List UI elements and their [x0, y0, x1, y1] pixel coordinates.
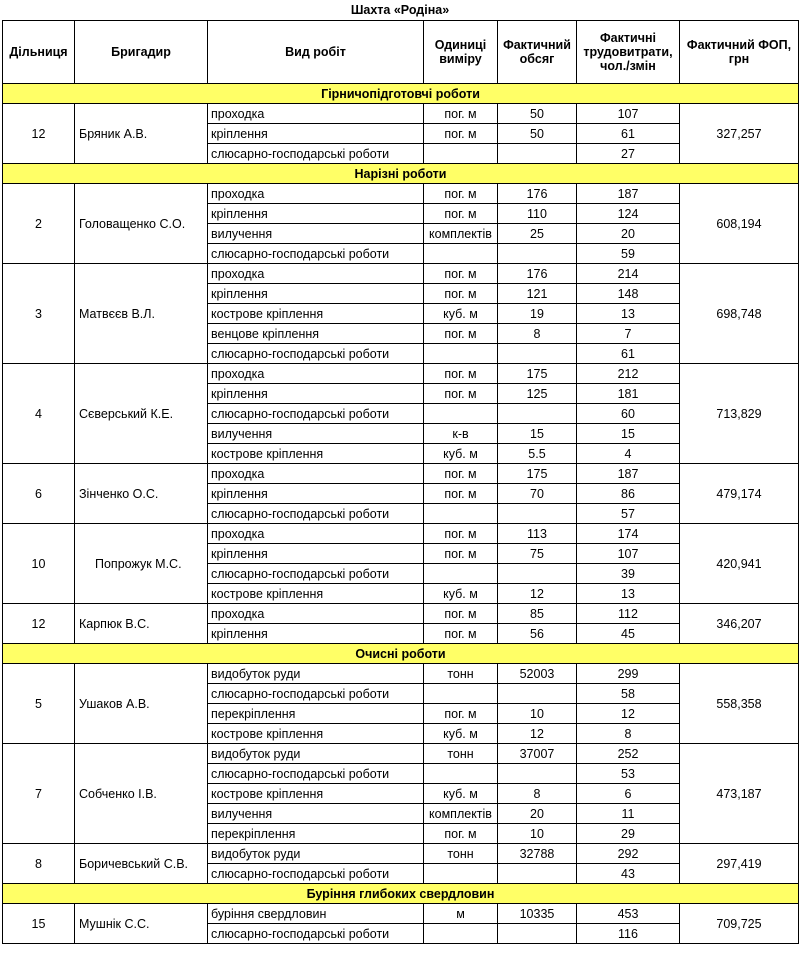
labor-cell: 27	[577, 144, 680, 164]
unit-cell: тонн	[424, 664, 498, 684]
volume-cell: 37007	[498, 744, 577, 764]
unit-cell: пог. м	[424, 184, 498, 204]
work-cell: перекріплення	[208, 824, 424, 844]
unit-cell: куб. м	[424, 444, 498, 464]
labor-cell: 12	[577, 704, 680, 724]
labor-cell: 4	[577, 444, 680, 464]
work-cell: кріплення	[208, 384, 424, 404]
volume-cell: 25	[498, 224, 577, 244]
labor-cell: 45	[577, 624, 680, 644]
site-cell: 10	[3, 524, 75, 604]
labor-cell: 11	[577, 804, 680, 824]
labor-cell: 187	[577, 184, 680, 204]
header-fop: Фактичний ФОП, грн	[680, 21, 799, 84]
table-body	[3, 84, 799, 944]
work-cell: кріплення	[208, 124, 424, 144]
unit-cell: м	[424, 904, 498, 924]
header-work: Вид робіт	[208, 21, 424, 84]
volume-cell: 121	[498, 284, 577, 304]
unit-cell: пог. м	[424, 104, 498, 124]
foreman-cell: Ушаков А.В.	[75, 664, 208, 744]
work-cell: проходка	[208, 264, 424, 284]
header-site: Дільниця	[3, 21, 75, 84]
work-cell: кострове кріплення	[208, 304, 424, 324]
volume-cell	[498, 924, 577, 944]
labor-cell: 174	[577, 524, 680, 544]
table-row	[3, 844, 799, 864]
labor-cell: 15	[577, 424, 680, 444]
volume-cell: 113	[498, 524, 577, 544]
work-cell: проходка	[208, 104, 424, 124]
unit-cell	[424, 864, 498, 884]
work-cell: видобуток руди	[208, 744, 424, 764]
unit-cell: тонн	[424, 744, 498, 764]
work-cell: кострове кріплення	[208, 444, 424, 464]
section-row	[3, 884, 799, 904]
header-row	[3, 21, 799, 84]
foreman-cell: Попрожук М.С.	[75, 524, 208, 604]
foreman-cell: Зінченко О.С.	[75, 464, 208, 524]
table-row	[3, 604, 799, 624]
unit-cell: куб. м	[424, 584, 498, 604]
unit-cell	[424, 344, 498, 364]
work-cell: кріплення	[208, 284, 424, 304]
volume-cell: 176	[498, 184, 577, 204]
foreman-cell: Боричевський С.В.	[75, 844, 208, 884]
volume-cell	[498, 144, 577, 164]
section-row	[3, 644, 799, 664]
unit-cell: пог. м	[424, 384, 498, 404]
foreman-cell: Матвєєв В.Л.	[75, 264, 208, 364]
volume-cell	[498, 404, 577, 424]
volume-cell	[498, 764, 577, 784]
labor-cell: 59	[577, 244, 680, 264]
unit-cell: пог. м	[424, 624, 498, 644]
labor-cell: 453	[577, 904, 680, 924]
unit-cell	[424, 244, 498, 264]
fop-cell: 608,194	[680, 184, 799, 264]
work-cell: вилучення	[208, 224, 424, 244]
work-cell: вилучення	[208, 804, 424, 824]
labor-cell: 214	[577, 264, 680, 284]
volume-cell: 20	[498, 804, 577, 824]
labor-cell: 58	[577, 684, 680, 704]
unit-cell: пог. м	[424, 204, 498, 224]
unit-cell: пог. м	[424, 284, 498, 304]
work-cell: слюсарно-господарські роботи	[208, 404, 424, 424]
labor-cell: 107	[577, 544, 680, 564]
site-cell: 15	[3, 904, 75, 944]
table-row	[3, 264, 799, 284]
header-labor: Фактичні трудовитрати, чол./змін	[577, 21, 680, 84]
table-row	[3, 364, 799, 384]
work-cell: слюсарно-господарські роботи	[208, 924, 424, 944]
work-cell: слюсарно-господарські роботи	[208, 144, 424, 164]
work-cell: кострове кріплення	[208, 784, 424, 804]
volume-cell: 176	[498, 264, 577, 284]
work-cell: проходка	[208, 184, 424, 204]
header-foreman: Бригадир	[75, 21, 208, 84]
work-cell: кріплення	[208, 624, 424, 644]
unit-cell	[424, 504, 498, 524]
work-cell: видобуток руди	[208, 664, 424, 684]
work-cell: кріплення	[208, 544, 424, 564]
table-row	[3, 744, 799, 764]
fop-cell: 473,187	[680, 744, 799, 844]
unit-cell	[424, 404, 498, 424]
labor-cell: 86	[577, 484, 680, 504]
volume-cell: 15	[498, 424, 577, 444]
labor-cell: 212	[577, 364, 680, 384]
labor-cell: 61	[577, 124, 680, 144]
labor-cell: 61	[577, 344, 680, 364]
volume-cell: 56	[498, 624, 577, 644]
site-cell: 4	[3, 364, 75, 464]
labor-cell: 20	[577, 224, 680, 244]
labor-cell: 112	[577, 604, 680, 624]
work-cell: проходка	[208, 524, 424, 544]
volume-cell: 5.5	[498, 444, 577, 464]
labor-cell: 299	[577, 664, 680, 684]
unit-cell: пог. м	[424, 524, 498, 544]
table-row	[3, 524, 799, 544]
work-cell: слюсарно-господарські роботи	[208, 244, 424, 264]
site-cell: 6	[3, 464, 75, 524]
header-volume: Фактичний обсяг	[498, 21, 577, 84]
unit-cell: комплектів	[424, 224, 498, 244]
unit-cell: пог. м	[424, 264, 498, 284]
labor-cell: 116	[577, 924, 680, 944]
fop-cell: 558,358	[680, 664, 799, 744]
work-cell: кострове кріплення	[208, 584, 424, 604]
work-cell: кострове кріплення	[208, 724, 424, 744]
section-title: Нарізні роботи	[3, 164, 799, 184]
section-row	[3, 164, 799, 184]
labor-cell: 43	[577, 864, 680, 884]
volume-cell: 12	[498, 724, 577, 744]
unit-cell: куб. м	[424, 724, 498, 744]
volume-cell	[498, 684, 577, 704]
volume-cell: 19	[498, 304, 577, 324]
work-cell: слюсарно-господарські роботи	[208, 764, 424, 784]
unit-cell: куб. м	[424, 304, 498, 324]
work-cell: слюсарно-господарські роботи	[208, 504, 424, 524]
volume-cell: 125	[498, 384, 577, 404]
work-cell: проходка	[208, 364, 424, 384]
table-row	[3, 104, 799, 124]
fop-cell: 327,257	[680, 104, 799, 164]
labor-cell: 148	[577, 284, 680, 304]
unit-cell	[424, 924, 498, 944]
page-title: Шахта «Родіна»	[350, 3, 450, 17]
fop-cell: 479,174	[680, 464, 799, 524]
foreman-cell: Мушнік С.С.	[75, 904, 208, 944]
labor-cell: 39	[577, 564, 680, 584]
volume-cell: 12	[498, 584, 577, 604]
labor-cell: 187	[577, 464, 680, 484]
fop-cell: 698,748	[680, 264, 799, 364]
work-cell: вилучення	[208, 424, 424, 444]
unit-cell: к-в	[424, 424, 498, 444]
labor-cell: 124	[577, 204, 680, 224]
work-cell: проходка	[208, 604, 424, 624]
site-cell: 5	[3, 664, 75, 744]
work-cell: слюсарно-господарські роботи	[208, 344, 424, 364]
volume-cell	[498, 504, 577, 524]
labor-cell: 53	[577, 764, 680, 784]
table-row	[3, 664, 799, 684]
work-cell: кріплення	[208, 484, 424, 504]
volume-cell: 10335	[498, 904, 577, 924]
volume-cell: 50	[498, 124, 577, 144]
unit-cell: пог. м	[424, 604, 498, 624]
table-row	[3, 184, 799, 204]
table-row	[3, 464, 799, 484]
work-cell: слюсарно-господарські роботи	[208, 564, 424, 584]
volume-cell: 52003	[498, 664, 577, 684]
work-cell: перекріплення	[208, 704, 424, 724]
volume-cell: 70	[498, 484, 577, 504]
volume-cell: 75	[498, 544, 577, 564]
fop-cell: 709,725	[680, 904, 799, 944]
unit-cell: куб. м	[424, 784, 498, 804]
section-title: Гірничопідготовчі роботи	[3, 84, 799, 104]
work-cell: проходка	[208, 464, 424, 484]
foreman-cell: Головащенко С.О.	[75, 184, 208, 264]
section-title: Буріння глибоких свердловин	[3, 884, 799, 904]
site-cell: 3	[3, 264, 75, 364]
fop-cell: 297,419	[680, 844, 799, 884]
unit-cell: пог. м	[424, 544, 498, 564]
volume-cell	[498, 344, 577, 364]
work-cell: кріплення	[208, 204, 424, 224]
volume-cell	[498, 564, 577, 584]
unit-cell: комплектів	[424, 804, 498, 824]
unit-cell: пог. м	[424, 464, 498, 484]
foreman-cell: Собченко І.В.	[75, 744, 208, 844]
volume-cell: 50	[498, 104, 577, 124]
unit-cell	[424, 764, 498, 784]
foreman-cell: Карпюк В.С.	[75, 604, 208, 644]
volume-cell: 8	[498, 324, 577, 344]
unit-cell	[424, 564, 498, 584]
site-cell: 7	[3, 744, 75, 844]
site-cell: 2	[3, 184, 75, 264]
work-cell: слюсарно-господарські роботи	[208, 684, 424, 704]
unit-cell: пог. м	[424, 704, 498, 724]
labor-cell: 13	[577, 304, 680, 324]
fop-cell: 713,829	[680, 364, 799, 464]
unit-cell: пог. м	[424, 364, 498, 384]
unit-cell: пог. м	[424, 484, 498, 504]
labor-cell: 60	[577, 404, 680, 424]
foreman-cell: Бряник А.В.	[75, 104, 208, 164]
labor-cell: 292	[577, 844, 680, 864]
unit-cell: пог. м	[424, 124, 498, 144]
site-cell: 8	[3, 844, 75, 884]
header-unit: Одиниці виміру	[424, 21, 498, 84]
volume-cell	[498, 864, 577, 884]
labor-cell: 252	[577, 744, 680, 764]
fop-cell: 420,941	[680, 524, 799, 604]
unit-cell: пог. м	[424, 824, 498, 844]
unit-cell: тонн	[424, 844, 498, 864]
work-cell: венцове кріплення	[208, 324, 424, 344]
labor-cell: 6	[577, 784, 680, 804]
volume-cell: 175	[498, 364, 577, 384]
volume-cell	[498, 244, 577, 264]
volume-cell: 10	[498, 704, 577, 724]
volume-cell: 110	[498, 204, 577, 224]
labor-cell: 107	[577, 104, 680, 124]
table-row	[3, 904, 799, 924]
work-table	[2, 20, 799, 944]
work-cell: буріння свердловин	[208, 904, 424, 924]
labor-cell: 29	[577, 824, 680, 844]
volume-cell: 8	[498, 784, 577, 804]
site-cell: 12	[3, 604, 75, 644]
unit-cell: пог. м	[424, 324, 498, 344]
work-cell: видобуток руди	[208, 844, 424, 864]
volume-cell: 32788	[498, 844, 577, 864]
work-cell: слюсарно-господарські роботи	[208, 864, 424, 884]
volume-cell: 175	[498, 464, 577, 484]
labor-cell: 8	[577, 724, 680, 744]
section-title: Очисні роботи	[3, 644, 799, 664]
volume-cell: 10	[498, 824, 577, 844]
labor-cell: 13	[577, 584, 680, 604]
foreman-cell: Сєверський К.Е.	[75, 364, 208, 464]
labor-cell: 181	[577, 384, 680, 404]
unit-cell	[424, 684, 498, 704]
volume-cell: 85	[498, 604, 577, 624]
labor-cell: 57	[577, 504, 680, 524]
section-row	[3, 84, 799, 104]
fop-cell: 346,207	[680, 604, 799, 644]
unit-cell	[424, 144, 498, 164]
site-cell: 12	[3, 104, 75, 164]
labor-cell: 7	[577, 324, 680, 344]
